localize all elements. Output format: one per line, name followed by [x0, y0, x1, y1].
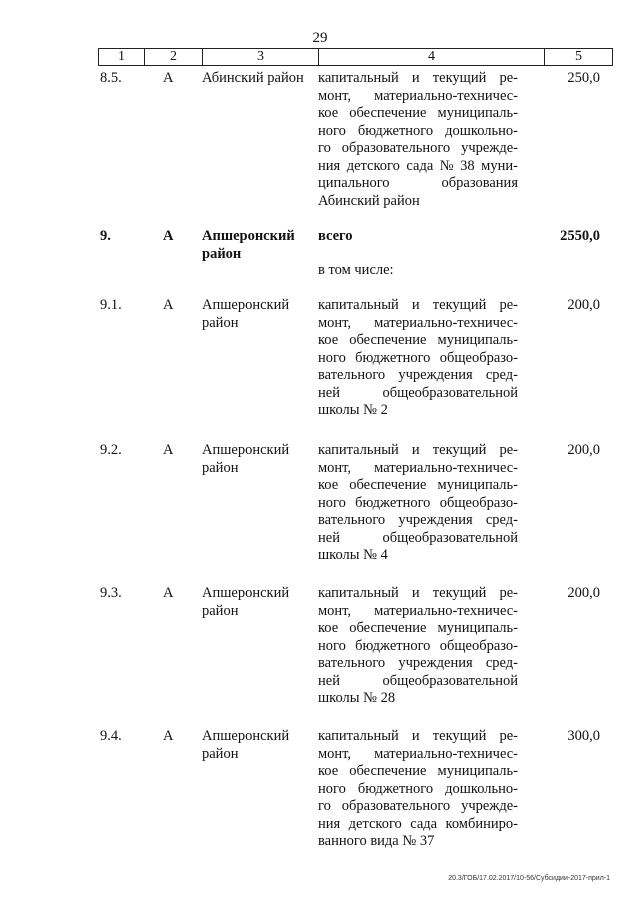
row-category: А	[163, 442, 174, 458]
document-footer-code: 20.3/ГОБ/17.02.2017/10-56/Субсидии-2017-прил-1	[448, 875, 610, 882]
description-line: школы № 2	[318, 402, 388, 418]
description-line: монт, материально-техничес-	[318, 459, 518, 476]
description-line: ней общеобразовательной	[318, 529, 518, 546]
description-line: монт, материально-техничес-	[318, 87, 518, 104]
description-line: монт, материально-техничес-	[318, 602, 518, 619]
row-number: 9.4.	[100, 728, 122, 744]
description-line: капитальный и текущий ре-	[318, 442, 518, 458]
row-amount: 200,0	[567, 442, 600, 458]
row-note: в том числе:	[318, 261, 394, 278]
description-line: ней общеобразовательной	[318, 672, 518, 689]
description-line: ного бюджетного дошкольно-	[318, 122, 518, 139]
page-number: 29	[312, 30, 328, 46]
column-header-cell: 4	[319, 49, 545, 66]
description-line: кое обеспечение муниципаль-	[318, 105, 518, 121]
description-line: капитальный и текущий ре-	[318, 585, 518, 601]
row-description	[318, 70, 518, 210]
description-line: ния детского сада комбиниро-	[318, 815, 518, 832]
row-district: Абинский район	[202, 70, 304, 86]
row-number: 9.3.	[100, 585, 122, 601]
row-district: Апшеронский район	[202, 228, 295, 262]
row-amount: 300,0	[567, 728, 600, 744]
column-header-cell: 3	[203, 49, 319, 66]
description-line: монт, материально-техничес-	[318, 314, 518, 331]
row-amount: 250,0	[567, 70, 600, 86]
row-category: А	[163, 728, 174, 744]
description-line: капитальный и текущий ре-	[318, 70, 518, 86]
row-category: А	[163, 70, 174, 86]
row-description	[318, 728, 518, 851]
column-header-table	[98, 48, 613, 66]
row-amount: 200,0	[567, 585, 600, 601]
description-line: вательного учреждения сред-	[318, 512, 518, 528]
row-number: 9.1.	[100, 297, 122, 313]
description-line: ней общеобразовательной	[318, 384, 518, 401]
description-line: капитальный и текущий ре-	[318, 297, 518, 313]
description-line: го образовательного учрежде-	[318, 140, 518, 156]
description-line: ванного вида № 37	[318, 833, 435, 849]
row-district: Апшеронский район	[202, 297, 290, 331]
column-header-cell: 5	[545, 49, 613, 66]
row-district: Апшеронский район	[202, 728, 290, 762]
row-description	[318, 442, 518, 565]
description-line: кое обеспечение муниципаль-	[318, 620, 518, 636]
description-line: капитальный и текущий ре-	[318, 728, 518, 744]
row-description	[318, 297, 518, 420]
description-line: го образовательного учрежде-	[318, 798, 518, 814]
description-line: школы № 28	[318, 690, 396, 706]
column-header-row	[99, 49, 613, 66]
description-line: вательного учреждения сред-	[318, 367, 518, 383]
row-category: А	[163, 297, 174, 313]
row-number: 8.5.	[100, 70, 122, 86]
row-district: Апшеронский район	[202, 442, 290, 476]
description-line: кое обеспечение муниципаль-	[318, 763, 518, 779]
description-line: ного бюджетного общеобразо-	[318, 494, 518, 511]
description-line: вательного учреждения сред-	[318, 655, 518, 671]
row-description	[318, 585, 518, 708]
row-number: 9.	[100, 228, 111, 244]
description-line: ния детского сада № 38 муни-	[318, 157, 518, 174]
row-number: 9.2.	[100, 442, 122, 458]
row-amount: 2550,0	[560, 228, 600, 244]
description-line: монт, материально-техничес-	[318, 745, 518, 762]
row-category: А	[163, 228, 174, 244]
description-line: кое обеспечение муниципаль-	[318, 477, 518, 493]
description-line: кое обеспечение муниципаль-	[318, 332, 518, 348]
description-line: Абинский район	[318, 192, 420, 209]
description-line: ного бюджетного дошкольно-	[318, 780, 518, 797]
row-description	[318, 228, 518, 279]
row-district: Апшеронский район	[202, 585, 290, 619]
column-header-cell: 2	[145, 49, 203, 66]
description-line: школы № 4	[318, 547, 388, 563]
description-line: ного бюджетного общеобразо-	[318, 637, 518, 654]
description-line: ного бюджетного общеобразо-	[318, 349, 518, 366]
description-line: ципального образования	[318, 175, 518, 191]
row-category: А	[163, 585, 174, 601]
row-amount: 200,0	[567, 297, 600, 313]
column-header-cell: 1	[99, 49, 145, 66]
description-line: всего	[318, 228, 353, 244]
